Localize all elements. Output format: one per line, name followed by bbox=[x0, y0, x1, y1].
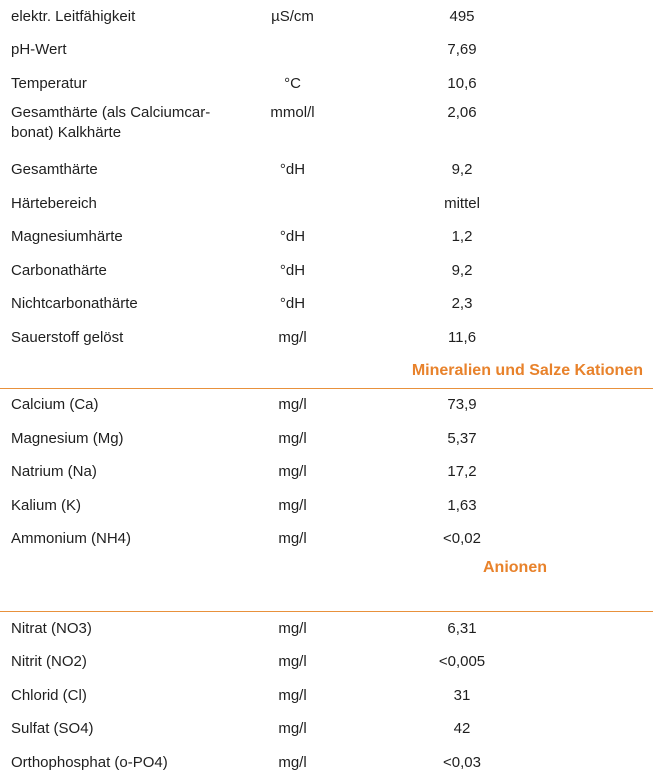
table-row bbox=[0, 154, 653, 188]
table-row bbox=[0, 321, 653, 355]
table-row bbox=[0, 612, 653, 646]
parameter-unit: mg/l bbox=[278, 496, 307, 514]
parameter-name: Magnesium (Mg) bbox=[11, 429, 124, 447]
parameter-value: <0,03 bbox=[443, 753, 481, 771]
table-row bbox=[0, 523, 653, 557]
parameter-unit: mg/l bbox=[278, 753, 307, 771]
section-title: Anionen bbox=[483, 559, 547, 576]
parameter-name: Nitrat (NO3) bbox=[11, 619, 92, 637]
parameter-value: 9,2 bbox=[451, 261, 473, 279]
parameter-name: Sauerstoff gelöst bbox=[11, 328, 124, 346]
parameter-name: Orthophosphat (o-PO4) bbox=[11, 753, 168, 771]
parameter-name: Calcium (Ca) bbox=[11, 396, 99, 414]
parameter-unit: mg/l bbox=[278, 328, 307, 346]
parameter-name: Natrium (Na) bbox=[11, 463, 97, 481]
table-row bbox=[0, 254, 653, 288]
parameter-name: Härtebereich bbox=[11, 194, 97, 212]
parameter-unit: °dH bbox=[279, 161, 306, 179]
parameter-name: Chlorid (Cl) bbox=[11, 686, 87, 704]
parameter-name: pH-Wert bbox=[11, 41, 67, 59]
parameter-unit: mmol/l bbox=[270, 103, 315, 121]
table-row bbox=[0, 67, 653, 101]
table-row bbox=[0, 456, 653, 490]
parameter-value: mittel bbox=[444, 194, 480, 212]
parameter-unit: mg/l bbox=[278, 429, 307, 447]
parameter-unit: °C bbox=[284, 74, 301, 92]
parameter-name: Magnesiumhärte bbox=[11, 228, 123, 246]
parameter-name: Gesamthärte bbox=[11, 161, 98, 179]
parameter-value: <0,005 bbox=[438, 653, 486, 671]
parameter-value: 42 bbox=[453, 720, 471, 738]
parameter-unit: mg/l bbox=[278, 530, 307, 548]
parameter-value: 1,2 bbox=[451, 228, 473, 246]
parameter-unit: mg/l bbox=[278, 653, 307, 671]
parameter-unit: mg/l bbox=[278, 720, 307, 738]
parameter-value: 17,2 bbox=[447, 463, 477, 481]
parameter-unit: °dH bbox=[279, 261, 306, 279]
table-row bbox=[0, 646, 653, 680]
table-row bbox=[0, 187, 653, 221]
parameter-name: elektr. Leitfähigkeit bbox=[11, 7, 136, 25]
parameter-value: 1,63 bbox=[447, 496, 477, 514]
table-row bbox=[0, 679, 653, 713]
table-row bbox=[0, 0, 653, 34]
table-row bbox=[0, 101, 653, 154]
parameter-unit: mg/l bbox=[278, 686, 307, 704]
parameter-name: Nitrit (NO2) bbox=[11, 653, 87, 671]
table-row bbox=[0, 713, 653, 747]
table-row bbox=[0, 422, 653, 456]
parameter-value: 73,9 bbox=[447, 396, 477, 414]
parameter-unit: mg/l bbox=[278, 619, 307, 637]
parameter-name: Nichtcarbonathärte bbox=[11, 295, 138, 313]
parameter-value: 9,2 bbox=[451, 161, 473, 179]
parameter-name: Ammonium (NH4) bbox=[11, 530, 132, 548]
parameter-value: 31 bbox=[453, 686, 471, 704]
parameter-value: 495 bbox=[449, 7, 475, 25]
table-row bbox=[0, 221, 653, 255]
table-row bbox=[0, 489, 653, 523]
parameter-unit: mg/l bbox=[278, 396, 307, 414]
parameter-name: Carbonathärte bbox=[11, 261, 107, 279]
parameter-name: Gesamthärte (als Calciumcar- bonat) Kalkhärte bbox=[11, 103, 211, 141]
parameter-name: Temperatur bbox=[11, 74, 87, 92]
parameter-value: 2,06 bbox=[447, 103, 477, 121]
table-row bbox=[0, 746, 653, 780]
parameter-unit: °dH bbox=[279, 295, 306, 313]
parameter-value: <0,02 bbox=[443, 530, 481, 548]
table-row bbox=[0, 288, 653, 322]
parameter-unit: mg/l bbox=[278, 463, 307, 481]
parameter-unit: µS/cm bbox=[271, 7, 314, 25]
parameter-value: 2,3 bbox=[451, 295, 473, 313]
table-row bbox=[0, 34, 653, 68]
section-header-kationen bbox=[0, 355, 653, 389]
parameter-value: 10,6 bbox=[447, 74, 477, 92]
parameter-value: 11,6 bbox=[447, 328, 477, 346]
parameter-value: 6,31 bbox=[447, 619, 477, 637]
parameter-name: Kalium (K) bbox=[11, 496, 82, 514]
table-row bbox=[0, 389, 653, 423]
parameter-value: 7,69 bbox=[447, 41, 477, 59]
parameter-name: Sulfat (SO4) bbox=[11, 720, 94, 738]
section-header-anionen bbox=[0, 556, 653, 612]
parameter-unit: °dH bbox=[279, 228, 306, 246]
section-title: Mineralien und Salze Kationen bbox=[411, 361, 643, 379]
parameter-value: 5,37 bbox=[447, 429, 477, 447]
